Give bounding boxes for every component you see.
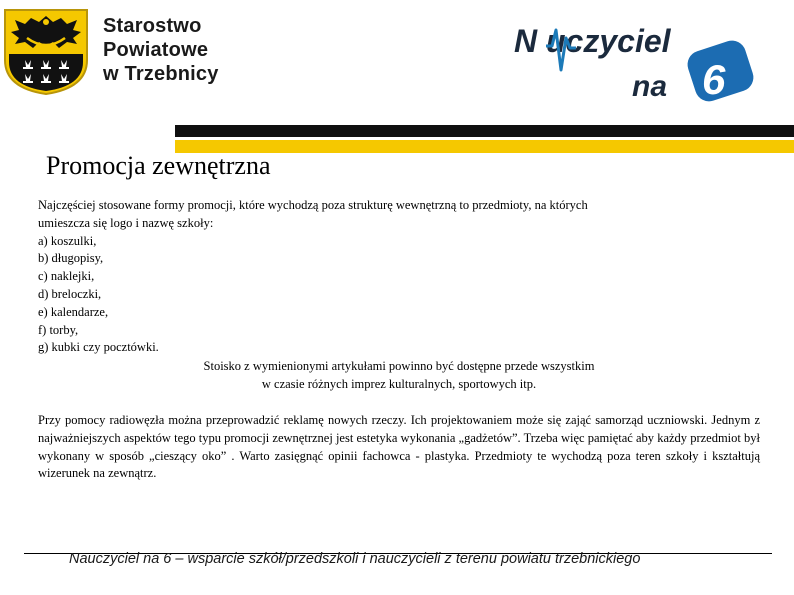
list-item: b) długopisy,: [38, 251, 104, 266]
starostwo-logo-text: [103, 14, 219, 86]
list-item: e) kalendarze,: [38, 304, 109, 319]
stand-line: Stoisko z wymienionymi artykułami powinno być dostępne przede wszystkim: [203, 359, 595, 373]
list-item: g) kubki czy pocztówki.: [38, 340, 159, 355]
logo-line-3: w Trzebnicy: [103, 63, 219, 85]
nauczyciel-na-6-logo: [512, 18, 777, 106]
list-item: f) torby,: [38, 322, 79, 337]
radio-paragraph: Przy pomocy radiowęzła można przeprowadzić reklamę nowych rzeczy. Ich projektowaniem może się zająć samorząd uczniowski. Jednym z najważniejszych aspektów tego typu promocji zewnętrznej jest estetyka wykonania „gadżetów”. Trzeba więc pamiętać aby każdy przedmiot był wykonany w sposób „cieszący oko” . Warto zasięgnąć opinii fachowca - plastyka. Przedmioty te wychodzą poza teren szkoły i kształtują wizerunek na zewnątrz.: [38, 413, 760, 481]
logo-word-bottom: na: [632, 70, 668, 103]
list-item: c) naklejki,: [38, 269, 95, 284]
intro-line: umieszcza się logo i nazwę szkoły:: [38, 215, 214, 230]
header-bar-dark: [175, 125, 794, 137]
slide-title: Promocja zewnętrzna: [46, 151, 271, 180]
coat-of-arms-icon: [3, 8, 89, 96]
logo-line-2: Powiatowe: [103, 39, 209, 61]
stand-paragraph: [38, 358, 760, 394]
logo-digit: 6: [702, 56, 726, 103]
list-item: a) koszulki,: [38, 233, 97, 248]
list-item: d) breloczki,: [38, 286, 102, 301]
logo-word-top: N uczyciel: [514, 23, 671, 59]
footer-text: Nauczyciel na 6 – wsparcie szkół/przedszkoli i nauczycieli z terenu powiatu trzebnickiego: [69, 551, 641, 567]
stand-line: w czasie różnych imprez kulturalnych, sportowych itp.: [261, 376, 537, 391]
intro-line: Najczęściej stosowane formy promocji, które wychodzą poza strukturę wewnętrzną to przedmioty, na których: [38, 198, 588, 212]
intro-paragraph: [38, 197, 760, 357]
logo-line-1: Starostwo: [103, 15, 202, 37]
